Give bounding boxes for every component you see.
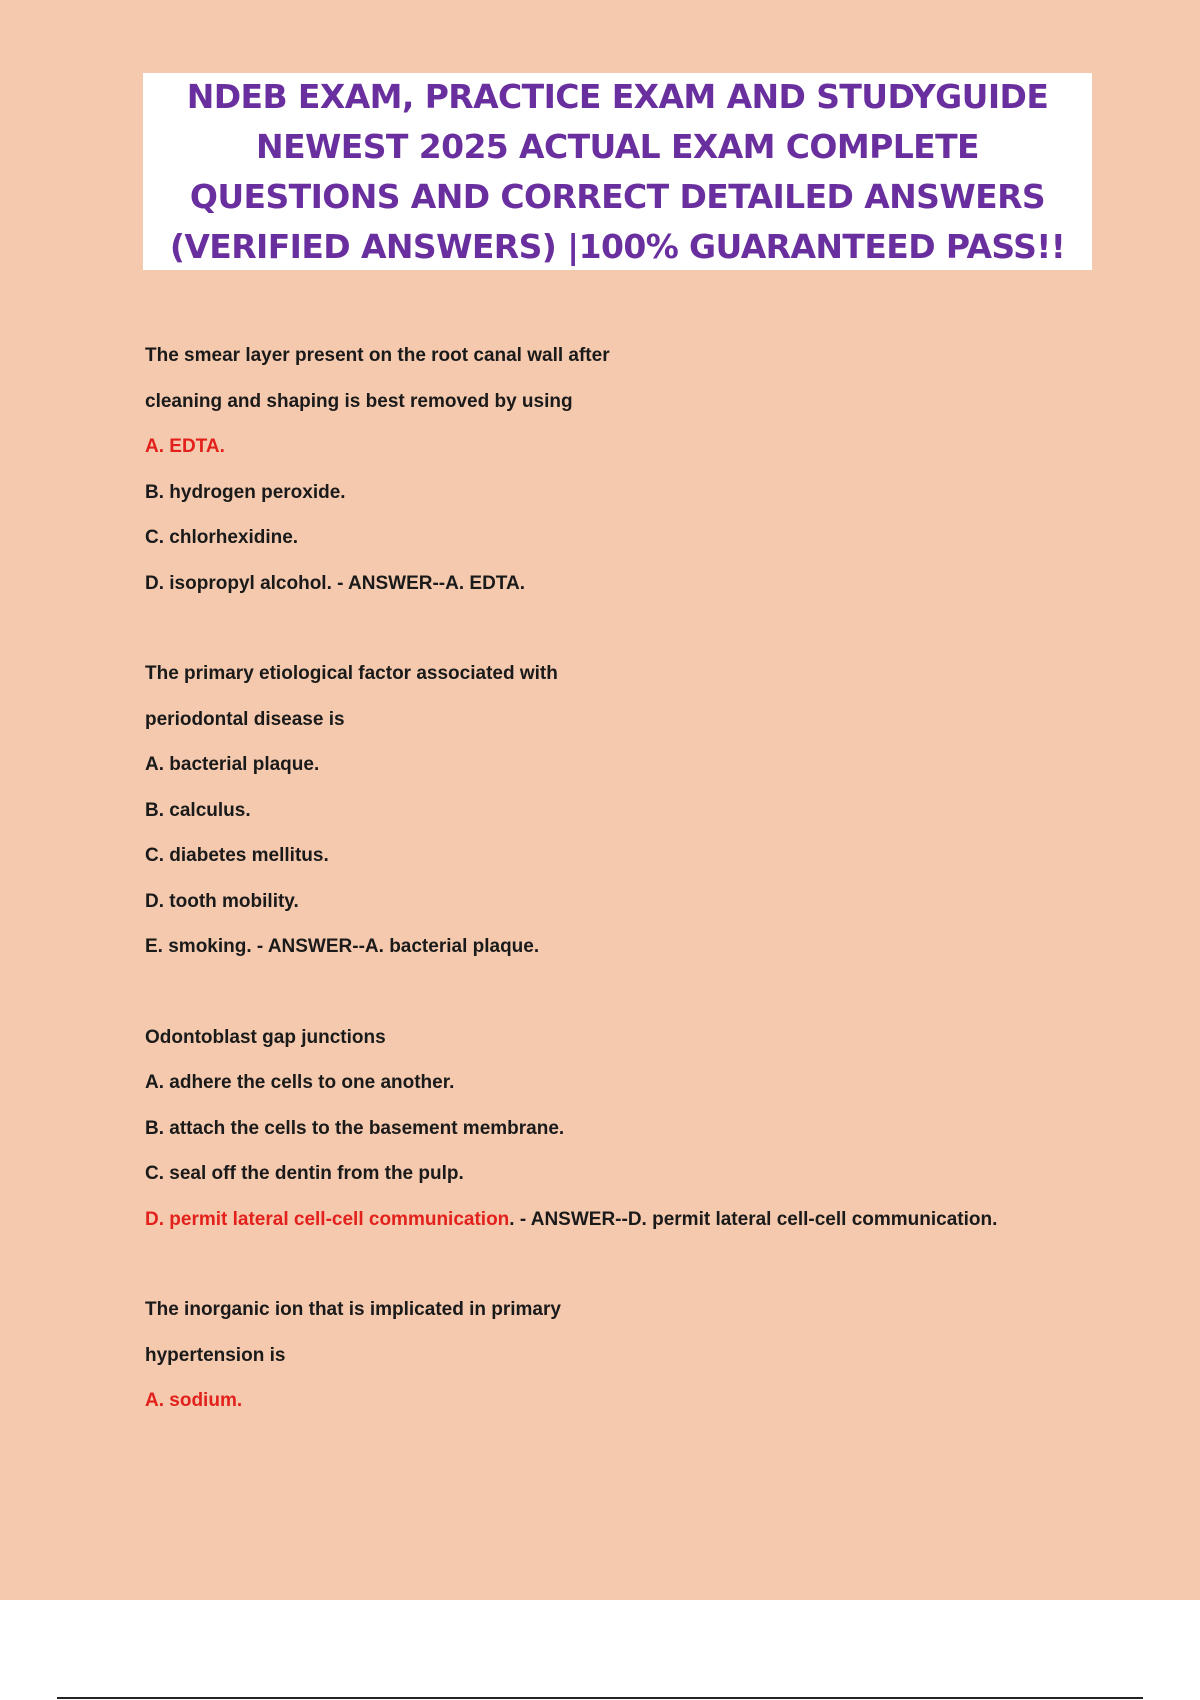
question-stem: periodontal disease is <box>145 708 345 730</box>
option: C. chlorhexidine. <box>145 527 299 548</box>
question-stem: The inorganic ion that is implicated in primary <box>145 1299 561 1320</box>
option: B. hydrogen peroxide. <box>145 481 346 503</box>
footer-divider <box>57 1697 1143 1699</box>
question-4 <box>145 1294 1145 1431</box>
question-stem: hypertension is <box>145 1344 286 1366</box>
option-correct: A. sodium. <box>145 1390 243 1411</box>
answer-text: . - ANSWER--D. permit lateral cell-cell communication. <box>509 1208 998 1230</box>
title-banner <box>143 73 1092 270</box>
document-title: NDEB EXAM, PRACTICE EXAM AND STUDYGUIDE NEWEST 2025 ACTUAL EXAM COMPLETE QUESTIONS AND CORRECT DETAILED ANSWERS (VERIFIED ANSWERS) |100% GUARANTEED PASS!! <box>169 76 1066 266</box>
question-1 <box>145 340 1145 613</box>
option: B. calculus. <box>145 799 251 821</box>
option-with-answer: E. smoking. - ANSWER--A. bacterial plaque. <box>145 936 540 957</box>
question-3 <box>145 1022 1145 1250</box>
question-stem: The primary etiological factor associated with <box>145 663 558 684</box>
option: B. attach the cells to the basement membrane. <box>145 1117 565 1139</box>
question-list <box>145 340 1145 1476</box>
question-stem: Odontoblast gap junctions <box>145 1026 386 1048</box>
question-stem: The smear layer present on the root canal wall after <box>145 345 610 366</box>
option-correct: A. EDTA. <box>145 436 225 457</box>
option: D. tooth mobility. <box>145 890 299 912</box>
option-with-answer <box>145 1204 1145 1250</box>
option: C. diabetes mellitus. <box>145 845 329 866</box>
option: C. seal off the dentin from the pulp. <box>145 1163 464 1184</box>
option-with-answer: D. isopropyl alcohol. - ANSWER--A. EDTA. <box>145 572 525 594</box>
question-stem: cleaning and shaping is best removed by using <box>145 390 573 412</box>
option: A. adhere the cells to one another. <box>145 1072 455 1093</box>
option: A. bacterial plaque. <box>145 754 320 775</box>
option-correct: D. permit lateral cell-cell communication <box>145 1208 510 1230</box>
question-2 <box>145 658 1145 977</box>
